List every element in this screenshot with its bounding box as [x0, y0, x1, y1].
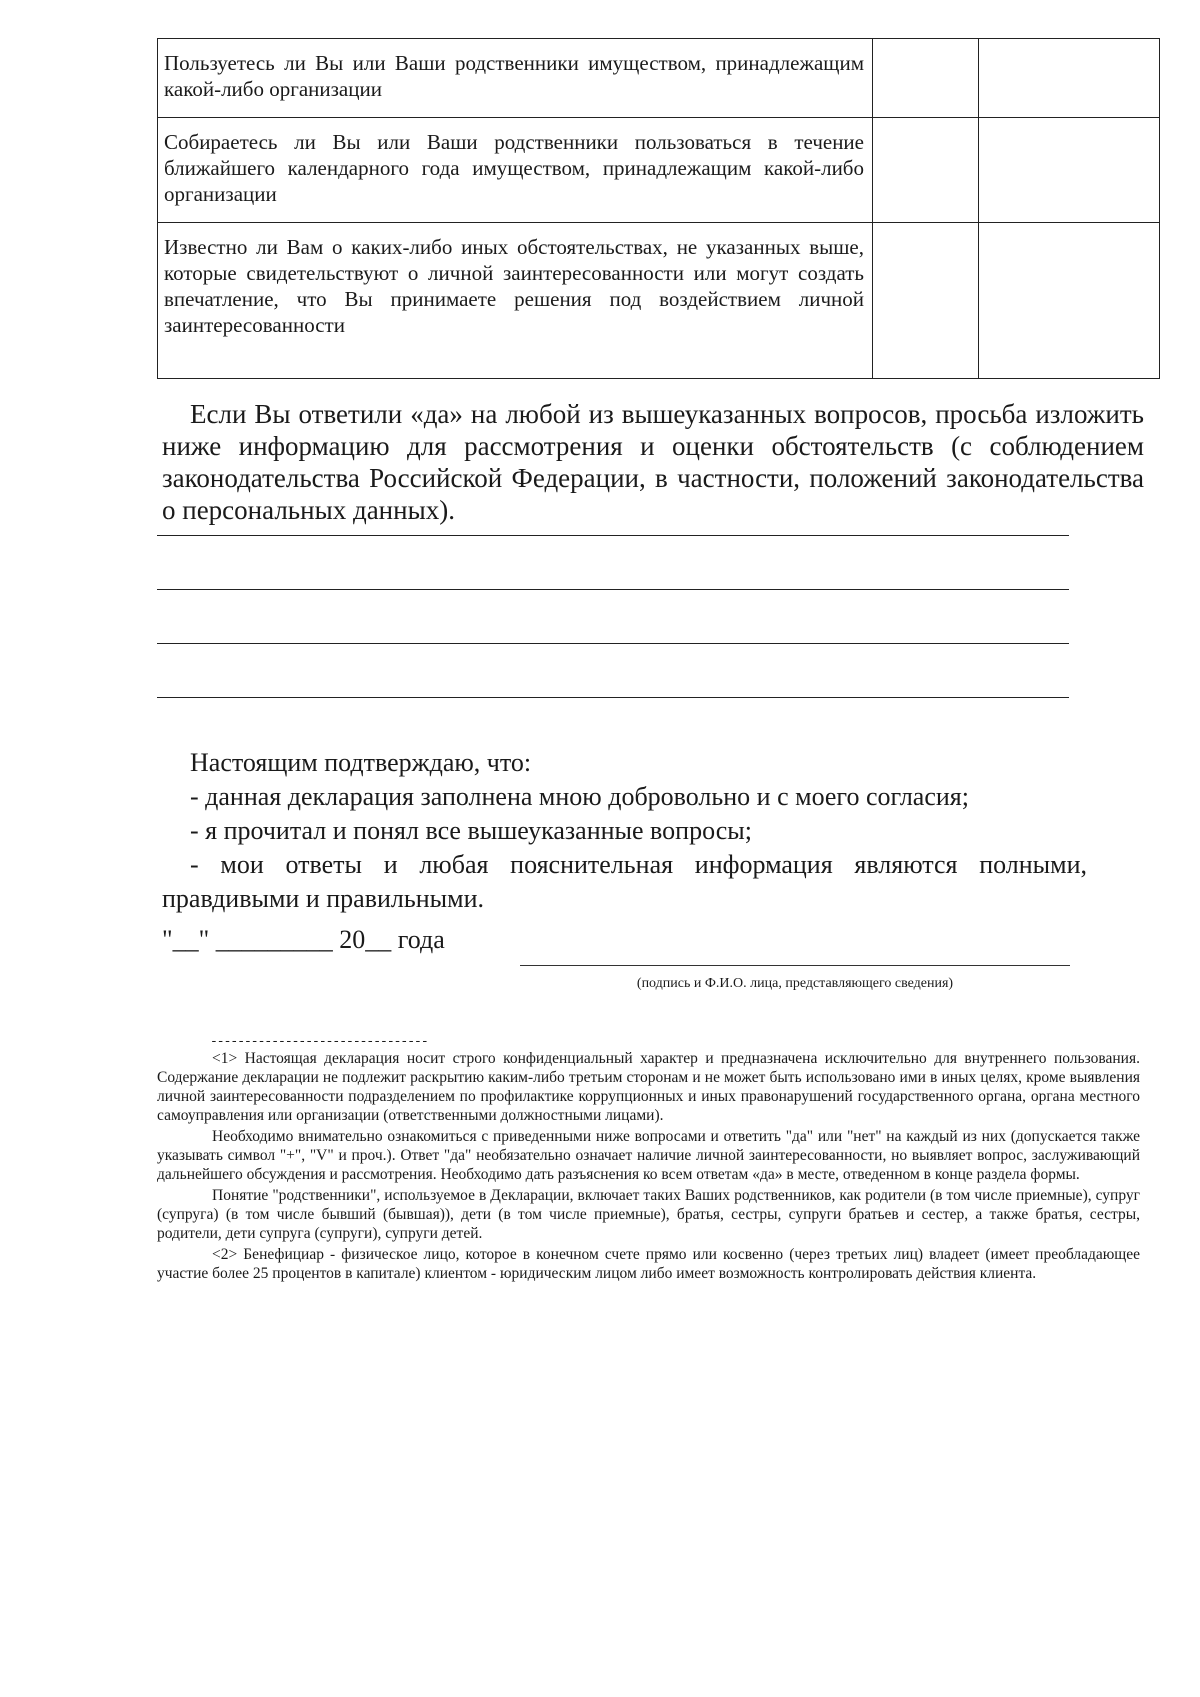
- confirmation-item: - мои ответы и любая пояснительная информация являются полными, правдивыми и правильными.: [162, 850, 1087, 913]
- confirmation-block: [162, 746, 1087, 916]
- question-row: [158, 39, 1160, 118]
- footnote-paragraph: <2> Бенефициар - физическое лицо, которое в конечном счете прямо или косвенно (через третьих лиц) владеет (имеет преобладающее участие более 25 процентов в капитале) клиентом - юридическим лицом либо имеет возможность контролировать действия клиента.: [157, 1246, 1140, 1282]
- question-text: Собираетесь ли Вы или Ваши родственники пользоваться в течение ближайшего календарного года имуществом, принадлежащим какой-либо организации: [158, 118, 873, 223]
- answer-yes-cell[interactable]: [873, 39, 979, 118]
- question-text: Известно ли Вам о каких-либо иных обстоятельствах, не указанных выше, которые свидетельствуют о личной заинтересованности или могут создать впечатление, что Вы принимаете решения под воздействием личной заинтересованности: [158, 223, 873, 379]
- answer-yes-cell[interactable]: [873, 223, 979, 379]
- answer-yes-cell[interactable]: [873, 118, 979, 223]
- answer-no-cell[interactable]: [979, 223, 1160, 379]
- question-text: Пользуетесь ли Вы или Ваши родственники имуществом, принадлежащим какой-либо организации: [158, 39, 873, 118]
- answer-no-cell[interactable]: [979, 39, 1160, 118]
- question-row: [158, 118, 1160, 223]
- date-field[interactable]: "__" _________ 20__ года: [162, 925, 445, 954]
- explanation-write-line[interactable]: [157, 535, 1069, 536]
- footnote-separator: --------------------------------: [210, 1034, 428, 1049]
- footnote-paragraph: Необходимо внимательно ознакомиться с приведенными ниже вопросами и ответить "да" или "нет" на каждый из них (допускается также указывать символ "+", "V" и проч.). Ответ "да" необязательно означает наличие личной заинтересованности, но выявляет вопрос, заслуживающий дальнейшего обсуждения и рассмотрения. Необходимо дать разъяснения ко всем ответам «да» в месте, отведенном в конце раздела формы.: [157, 1128, 1140, 1183]
- explanation-write-line[interactable]: [157, 589, 1069, 590]
- footnotes: [157, 1049, 1140, 1285]
- signature-caption: (подпись и Ф.И.О. лица, представляющего сведения): [636, 976, 954, 991]
- questions-table: [157, 38, 1160, 379]
- confirmation-item: - я прочитал и понял все вышеуказанные вопросы;: [190, 816, 752, 845]
- explanation-write-line[interactable]: [157, 697, 1069, 698]
- footnote-paragraph: Понятие "родственники", используемое в Декларации, включает таких Ваших родственников, как родители (в том числе приемные), супруг (супруга) (в том числе бывший (бывшая)), дети (в том числе приемные), братья, сестры, супруги братьев и сестер, а также братья, сестры, родители, дети супруга (супруги), супруги детей.: [157, 1187, 1140, 1242]
- answer-no-cell[interactable]: [979, 118, 1160, 223]
- confirmation-heading: Настоящим подтверждаю, что:: [190, 748, 532, 777]
- question-row: [158, 223, 1160, 379]
- confirmation-item: - данная декларация заполнена мною добровольно и с моего согласия;: [190, 782, 969, 811]
- footnote-paragraph: <1> Настоящая декларация носит строго конфиденциальный характер и предназначена исключительно для внутреннего пользования. Содержание декларации не подлежит раскрытию каким-либо третьим сторонам и не может быть использовано ими в иных целях, кроме выявления личной заинтересованности подразделением по профилактике коррупционных и иных правонарушений государственного органа, органа местного самоуправления или организации (ответственными должностными лицами).: [157, 1050, 1140, 1124]
- signature-line[interactable]: [520, 965, 1070, 966]
- explanation-request-text: Если Вы ответили «да» на любой из вышеуказанных вопросов, просьба изложить ниже информацию для рассмотрения и оценки обстоятельств (с соблюдением законодательства Российской Федерации, в частности, положений законодательства о персональных данных).: [162, 399, 1144, 525]
- explanation-write-line[interactable]: [157, 643, 1069, 644]
